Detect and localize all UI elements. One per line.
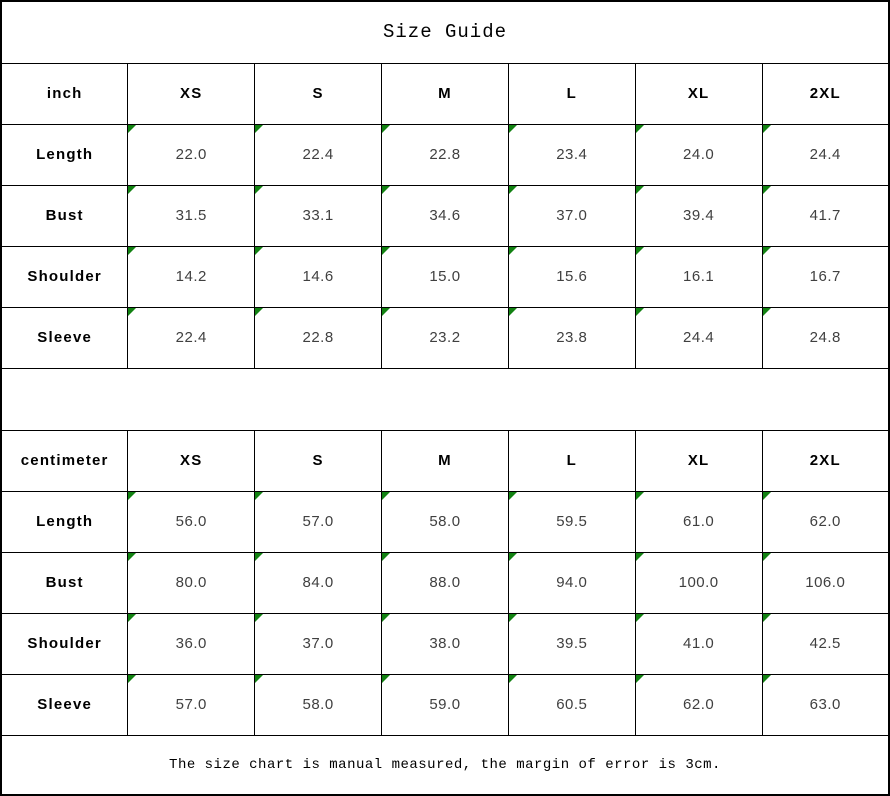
table-row	[1, 613, 889, 674]
green-corner-marker-icon	[382, 553, 390, 561]
green-corner-marker-icon	[128, 492, 136, 500]
table-row	[1, 491, 889, 552]
cell-value: 34.6	[429, 207, 461, 224]
value-cell	[508, 124, 635, 185]
table-row	[1, 246, 889, 307]
cell-value: 60.5	[556, 696, 588, 713]
green-corner-marker-icon	[763, 553, 771, 561]
green-corner-marker-icon	[763, 614, 771, 622]
value-cell	[255, 613, 382, 674]
value-cell	[762, 613, 889, 674]
value-cell	[762, 124, 889, 185]
cell-value: 61.0	[683, 513, 715, 530]
green-corner-marker-icon	[509, 675, 517, 683]
green-corner-marker-icon	[255, 553, 263, 561]
size-header-2xl: 2XL	[762, 430, 889, 491]
green-corner-marker-icon	[509, 247, 517, 255]
cell-value: 57.0	[302, 513, 334, 530]
cell-value: 56.0	[175, 513, 207, 530]
value-cell	[128, 246, 255, 307]
size-header-xl: XL	[635, 430, 762, 491]
value-cell	[382, 185, 509, 246]
unit-header-inch: inch	[1, 63, 128, 124]
cell-value: 37.0	[556, 207, 588, 224]
value-cell	[255, 674, 382, 735]
green-corner-marker-icon	[636, 308, 644, 316]
cell-value: 22.4	[175, 329, 207, 346]
footer-row	[1, 735, 889, 795]
value-cell	[635, 613, 762, 674]
cell-value: 94.0	[556, 574, 588, 591]
value-cell	[128, 552, 255, 613]
value-cell	[508, 674, 635, 735]
value-cell	[635, 246, 762, 307]
size-header-l: L	[508, 430, 635, 491]
cell-value: 59.0	[429, 696, 461, 713]
green-corner-marker-icon	[763, 125, 771, 133]
green-corner-marker-icon	[509, 308, 517, 316]
cell-value: 14.6	[302, 268, 334, 285]
green-corner-marker-icon	[636, 614, 644, 622]
spacer-row	[1, 368, 889, 430]
cell-value: 22.8	[302, 329, 334, 346]
cell-value: 84.0	[302, 574, 334, 591]
value-cell	[128, 674, 255, 735]
green-corner-marker-icon	[763, 186, 771, 194]
green-corner-marker-icon	[509, 492, 517, 500]
size-header-2xl: 2XL	[762, 63, 889, 124]
green-corner-marker-icon	[128, 308, 136, 316]
size-header-s: S	[255, 430, 382, 491]
value-cell	[635, 124, 762, 185]
size-header-xs: XS	[128, 430, 255, 491]
green-corner-marker-icon	[382, 308, 390, 316]
green-corner-marker-icon	[255, 125, 263, 133]
cell-value: 22.0	[175, 146, 207, 163]
green-corner-marker-icon	[255, 614, 263, 622]
green-corner-marker-icon	[128, 675, 136, 683]
measurement-label: Shoulder	[1, 613, 128, 674]
value-cell	[762, 491, 889, 552]
value-cell	[508, 552, 635, 613]
green-corner-marker-icon	[763, 247, 771, 255]
cell-value: 31.5	[175, 207, 207, 224]
green-corner-marker-icon	[636, 125, 644, 133]
cell-value: 63.0	[809, 696, 841, 713]
cell-value: 39.5	[556, 635, 588, 652]
value-cell	[508, 246, 635, 307]
size-header-xs: XS	[128, 63, 255, 124]
green-corner-marker-icon	[509, 186, 517, 194]
cell-value: 14.2	[175, 268, 207, 285]
value-cell	[508, 491, 635, 552]
value-cell	[635, 307, 762, 368]
green-corner-marker-icon	[509, 125, 517, 133]
cell-value: 37.0	[302, 635, 334, 652]
measurement-label: Length	[1, 124, 128, 185]
green-corner-marker-icon	[636, 186, 644, 194]
table-row	[1, 307, 889, 368]
cell-value: 38.0	[429, 635, 461, 652]
value-cell	[382, 613, 509, 674]
cell-value: 23.8	[556, 329, 588, 346]
value-cell	[508, 307, 635, 368]
value-cell	[128, 307, 255, 368]
cell-value: 24.0	[683, 146, 715, 163]
value-cell	[635, 491, 762, 552]
green-corner-marker-icon	[382, 247, 390, 255]
value-cell	[255, 124, 382, 185]
cell-value: 16.7	[809, 268, 841, 285]
value-cell	[128, 613, 255, 674]
cell-value: 42.5	[809, 635, 841, 652]
cell-value: 15.0	[429, 268, 461, 285]
value-cell	[255, 185, 382, 246]
value-cell	[762, 552, 889, 613]
size-header-s: S	[255, 63, 382, 124]
cell-value: 24.4	[809, 146, 841, 163]
green-corner-marker-icon	[382, 186, 390, 194]
cell-value: 41.0	[683, 635, 715, 652]
measurement-label: Shoulder	[1, 246, 128, 307]
green-corner-marker-icon	[382, 125, 390, 133]
green-corner-marker-icon	[636, 247, 644, 255]
spacer-cell	[1, 368, 889, 430]
value-cell	[255, 307, 382, 368]
value-cell	[382, 307, 509, 368]
green-corner-marker-icon	[763, 308, 771, 316]
value-cell	[635, 552, 762, 613]
green-corner-marker-icon	[763, 492, 771, 500]
cell-value: 33.1	[302, 207, 334, 224]
cell-value: 106.0	[805, 574, 846, 591]
measurement-label: Bust	[1, 185, 128, 246]
cell-value: 41.7	[809, 207, 841, 224]
cell-value: 80.0	[175, 574, 207, 591]
value-cell	[255, 552, 382, 613]
cell-value: 24.8	[809, 329, 841, 346]
cell-value: 23.2	[429, 329, 461, 346]
cell-value: 62.0	[809, 513, 841, 530]
green-corner-marker-icon	[255, 675, 263, 683]
green-corner-marker-icon	[255, 247, 263, 255]
value-cell	[128, 185, 255, 246]
cell-value: 36.0	[175, 635, 207, 652]
measurement-label: Sleeve	[1, 307, 128, 368]
table-row	[1, 185, 889, 246]
green-corner-marker-icon	[636, 675, 644, 683]
value-cell	[508, 185, 635, 246]
value-cell	[128, 491, 255, 552]
green-corner-marker-icon	[128, 614, 136, 622]
table-row	[1, 674, 889, 735]
green-corner-marker-icon	[128, 553, 136, 561]
cell-value: 59.5	[556, 513, 588, 530]
green-corner-marker-icon	[128, 186, 136, 194]
value-cell	[762, 307, 889, 368]
value-cell	[382, 124, 509, 185]
green-corner-marker-icon	[509, 614, 517, 622]
green-corner-marker-icon	[382, 492, 390, 500]
unit-header-centimeter: centimeter	[1, 430, 128, 491]
value-cell	[382, 552, 509, 613]
value-cell	[382, 674, 509, 735]
size-header-l: L	[508, 63, 635, 124]
title-row	[1, 1, 889, 63]
cell-value: 88.0	[429, 574, 461, 591]
green-corner-marker-icon	[128, 247, 136, 255]
measurement-label: Length	[1, 491, 128, 552]
green-corner-marker-icon	[382, 614, 390, 622]
cell-value: 22.8	[429, 146, 461, 163]
size-header-m: M	[382, 63, 509, 124]
value-cell	[382, 246, 509, 307]
page-title: Size Guide	[1, 1, 889, 63]
cell-value: 23.4	[556, 146, 588, 163]
value-cell	[255, 246, 382, 307]
cell-value: 58.0	[302, 696, 334, 713]
value-cell	[762, 246, 889, 307]
green-corner-marker-icon	[255, 308, 263, 316]
cell-value: 57.0	[175, 696, 207, 713]
green-corner-marker-icon	[763, 675, 771, 683]
value-cell	[762, 185, 889, 246]
measurement-label: Bust	[1, 552, 128, 613]
value-cell	[762, 674, 889, 735]
cell-value: 62.0	[683, 696, 715, 713]
cell-value: 39.4	[683, 207, 715, 224]
cell-value: 58.0	[429, 513, 461, 530]
footer-note: The size chart is manual measured, the margin of error is 3cm.	[1, 735, 889, 795]
value-cell	[255, 491, 382, 552]
green-corner-marker-icon	[255, 186, 263, 194]
cell-value: 22.4	[302, 146, 334, 163]
size-header-xl: XL	[635, 63, 762, 124]
green-corner-marker-icon	[636, 492, 644, 500]
green-corner-marker-icon	[509, 553, 517, 561]
cell-value: 15.6	[556, 268, 588, 285]
green-corner-marker-icon	[128, 125, 136, 133]
measurement-label: Sleeve	[1, 674, 128, 735]
value-cell	[382, 491, 509, 552]
green-corner-marker-icon	[636, 553, 644, 561]
green-corner-marker-icon	[255, 492, 263, 500]
value-cell	[635, 674, 762, 735]
green-corner-marker-icon	[382, 675, 390, 683]
value-cell	[128, 124, 255, 185]
cell-value: 100.0	[678, 574, 719, 591]
cm-header-row	[1, 430, 889, 491]
table-row	[1, 124, 889, 185]
inch-header-row	[1, 63, 889, 124]
value-cell	[508, 613, 635, 674]
cell-value: 24.4	[683, 329, 715, 346]
value-cell	[635, 185, 762, 246]
cell-value: 16.1	[683, 268, 715, 285]
size-header-m: M	[382, 430, 509, 491]
table-row	[1, 552, 889, 613]
